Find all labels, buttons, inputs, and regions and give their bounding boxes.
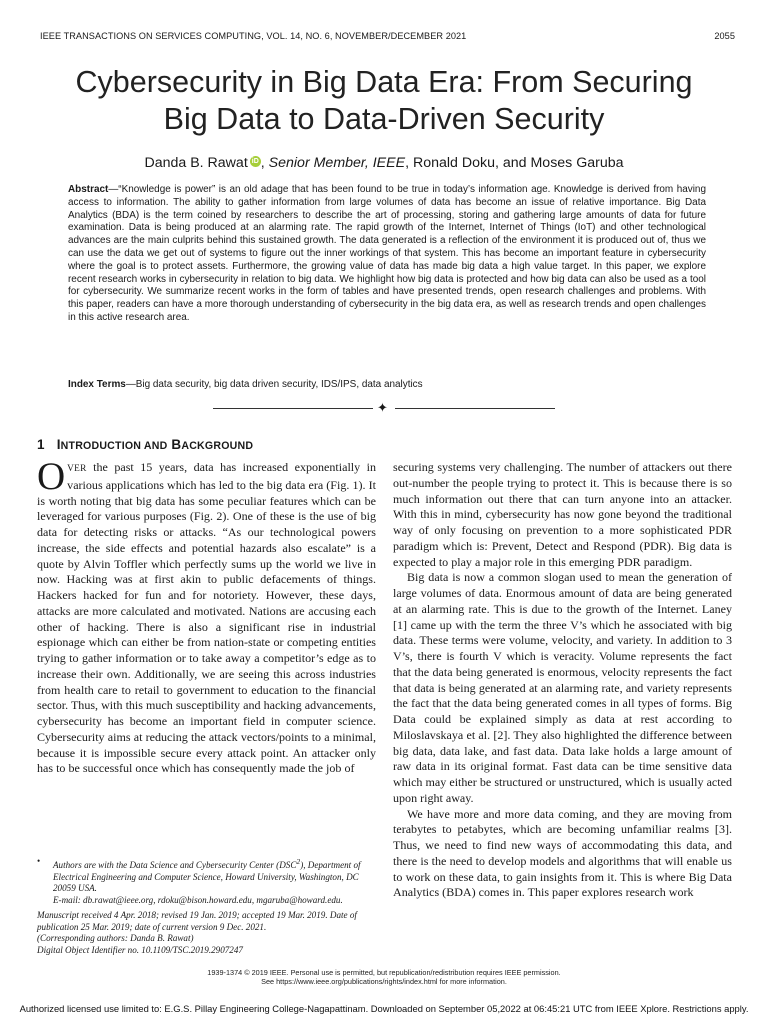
manuscript-dates: Manuscript received 4 Apr. 2018; revised 19 Jan. 2019; accepted 19 Mar. 2019. Date of publication 25 Mar. 2019; date of current version 9 Dec. 2021. — [37, 910, 357, 932]
drop-cap: O — [37, 455, 66, 498]
abstract — [68, 184, 706, 325]
author-rawat: Danda B. Rawat — [144, 155, 248, 171]
orcid-icon[interactable]: iD — [251, 158, 259, 165]
author-emails: E-mail: db.rawat@ieee.org, rdoku@bison.howard.edu, mgaruba@howard.edu. — [53, 894, 343, 905]
section-number: 1 — [37, 437, 45, 452]
section-word-1: NTRODUCTION AND — [60, 440, 168, 452]
copyright-line-1: 1939-1374 © 2019 IEEE. Personal use is permitted, but republication/redistribution requires IEEE permission. — [207, 968, 561, 977]
corresponding-authors: (Corresponding authors: Danda B. Rawat) — [37, 933, 194, 944]
copyright-notice — [0, 968, 768, 986]
divider-line-left — [213, 408, 373, 409]
title-line-2: Big Data to Data-Driven Security — [163, 102, 605, 136]
divider-line-right — [395, 408, 555, 409]
index-terms — [68, 379, 706, 392]
paper-title — [30, 64, 738, 138]
intro-paragraph-1-cont: securing systems very challenging. The number of attackers out there out-number the people trying to protect it. This is because there is so much information out there that can turn anyone into an attacker. With this in mind, cybersecurity has now gone beyond the traditional way of only focusing on prevention to a more sophisticated PDR paradigm which is: Prevent, Detect and Respond (PDR). Big data is expected to play a major role in this emerging PDR paradigm. — [393, 460, 732, 569]
affiliation-superscript: 2 — [296, 857, 301, 866]
section-divider — [213, 400, 555, 415]
section-heading — [37, 437, 253, 452]
footnote-bullet: • — [37, 856, 41, 866]
intro-paragraph-1 — [37, 455, 376, 777]
abstract-text: —“Knowledge is power” is an old adage that has been found to be true in today’s information age. Knowledge is derived from having access to information. The ability to gather information from large volumes of data has become an issue of relative importance. Big Data Analytics (BDA) is the term coined by researchers to describe the art of processing, storing and gathering large amounts of data for future examination. Data is being produced at an alarming rate. The rapid growth of the Internet, Internet of Things (IoT) and other technological advances are the main culprits behind this sustained growth. The data generated is a reflection of the environment it is produced out of, thus we can use the data we get out of systems to figure out the inner workings of that system. This has become an important feature in cybersecurity where the goal is to protect assets. Furthermore, the growing value of data has made big data a high value target. In this paper, we explore recent research works in cybersecurity in relation to big data. We highlight how big data is protected and how big data can also be used as a tool for cybersecurity. We summarize recent works in the form of tables and have presented trends, open research challenges and problems. With this paper, readers can have a more thorough understanding of cybersecurity in the big data era, as well as research trends and open challenges in this active research area. — [68, 184, 706, 323]
affiliation-part-b: ), Department of Electrical Engineering and Computer Science, Howard University, Washington, DC 20059 USA. — [53, 860, 361, 894]
index-terms-text: —Big data security, big data driven security, IDS/IPS, data analytics — [125, 379, 423, 390]
index-terms-label: Index Terms — [68, 379, 126, 390]
license-notice: Authorized licensed use limited to: E.G.S. Pillay Engineering College-Nagapattinam. Downloaded on September 05,2022 at 06:45:21 UTC from IEEE Xplore. Restrictions apply. — [19, 1003, 749, 1014]
doi: Digital Object Identifier no. 10.1109/TSC.2019.2907247 — [37, 944, 243, 955]
intro-paragraph-3: We have more and more data coming, and they are moving from terabytes to petabytes, which are becoming unfamiliar realms [3]. Thus, we need to find new ways of accommodating this data, and there is the need to develop models and algorithms that will enable us to work on these data, to gain insights from it. This is where Big Data Analytics (BDA) comes in. This paper explores research work — [393, 806, 732, 900]
affiliation-text — [53, 856, 382, 895]
copyright-line-2: See https://www.ieee.org/publications/rights/index.html for more information. — [261, 977, 507, 986]
intro-smallcaps: VER — [67, 464, 87, 474]
section-initial-1: I — [56, 437, 61, 452]
author-list: Danda B. Rawat iD , Senior Member, IEEE, Ronald Doku, and Moses Garuba — [144, 155, 624, 171]
title-line-1: Cybersecurity in Big Data Era: From Securing — [75, 65, 693, 99]
other-authors: , Ronald Doku, and Moses Garuba — [405, 155, 624, 171]
section-initial-2: B — [171, 437, 182, 452]
section-word-2: ACKGROUND — [181, 440, 254, 452]
journal-name: IEEE TRANSACTIONS ON SERVICES COMPUTING, VOL. 14, NO. 6, NOVEMBER/DECEMBER 2021 — [40, 31, 467, 41]
abstract-label: Abstract — [68, 184, 109, 195]
author-membership: Senior Member, IEEE — [268, 155, 406, 171]
body-column-right — [393, 460, 732, 901]
body-column-left — [37, 455, 376, 777]
intro-paragraph-2: Big data is now a common slogan used to mean the generation of large volumes of data. Enormous amount of data are being generated at an alarming rate. This is due to the growth of the Internet. Laney [1] came up with the term the three V’s which he associated with big data. These terms were volume, velocity, and variety. In addition to 3 V’s, there is fourth V which is veracity. Volume represents the fact that the data being generated is enormous, velocity represents the fact that data is being generated at an alarming rate, and variety represents the fact that the data being generated comes in all types of forms. Big Data could be explained simply as data at rest according to Miloslavskaya et al. [2]. They also highlighted the difference between big data, data lake, and fast data. Data lake holds a large amount of raw data in its original format. Fast data can be time sensitive data which may either be structured or unstructured, which is usually acted upon right away. — [393, 570, 732, 805]
affiliation-part-a: Authors are with the Data Science and Cybersecurity Center (DSC — [53, 860, 297, 871]
intro-paragraph-1-text: the past 15 years, data has increased exponentially in various applications which has led to the big data era (Fig. 1). It is worth noting that big data has some peculiar features which can be leveraged for various purposes (Fig. 2). One of these is the use of big data for detecting risks or attacks. “As our technological powers increase, the side effects and potential hazards also escalate” is a quote by Alvin Toffler which perfectly sums up the world we live in now. Hacking was at first akin to public defacements of things. Hackers hacked for fun and for notoriety. However, these days, attacks are more calculated and motivated. Nations are accusing each other of hacking. There is also a significant rise in industrial espionage which can either be from nation-state or competing entities trying to gather information or to take away a competitor’s edge as to increase their own. Additionally, we are seeing this across industries from health care to retail to government to education to the financial sector. Thus, with this much susceptibility and hacking advancements, cybersecurity has become an important field in computer science. Cybersecurity aims at reducing the attack vectors/points to a minimal, because it is impossible secure every attack point. An attacker only has to be successful once which has consequently made the job of — [37, 460, 376, 776]
divider-star-icon: ✦ — [377, 400, 388, 415]
page-number: 2055 — [714, 31, 735, 41]
footnote — [37, 856, 382, 956]
author-affiliation — [37, 856, 382, 895]
